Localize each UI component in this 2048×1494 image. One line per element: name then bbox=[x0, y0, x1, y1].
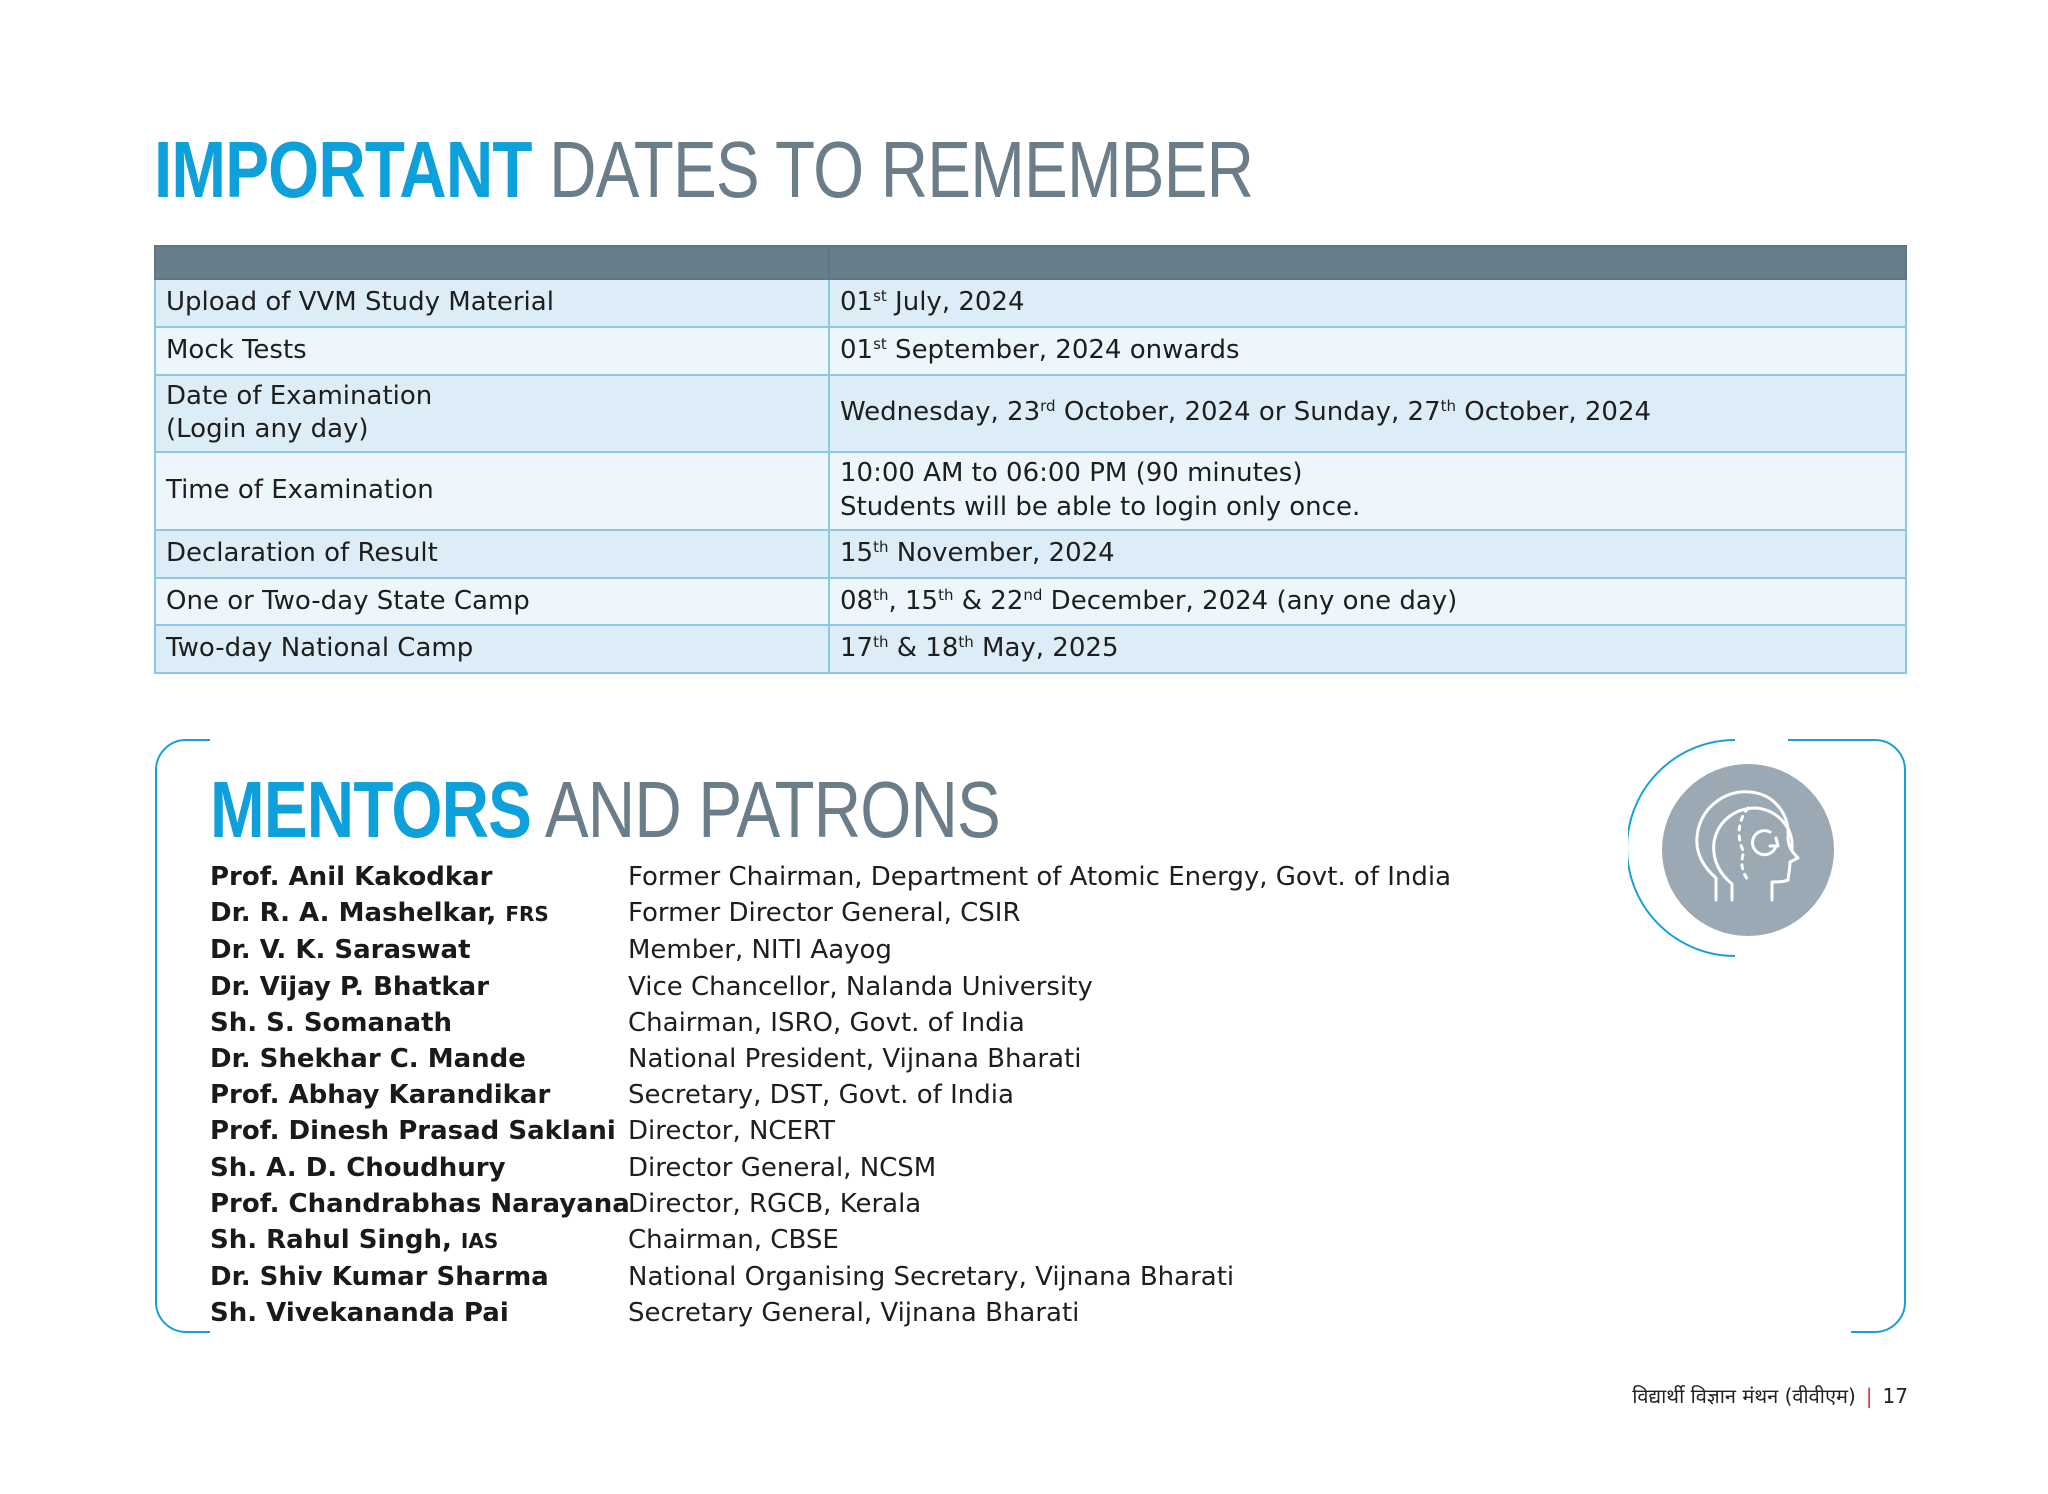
mentor-name bbox=[210, 1186, 628, 1222]
mentor-role: National Organising Secretary, Vijnana Bharati bbox=[628, 1262, 1235, 1293]
ordinal-suffix: st bbox=[873, 334, 887, 353]
mentor-role: Secretary General, Vijnana Bharati bbox=[628, 1298, 1080, 1329]
date-text: & 18 bbox=[888, 633, 959, 664]
event-text: One or Two-day State Camp bbox=[166, 585, 530, 616]
dates-title-rest: DATES TO REMEMBER bbox=[549, 125, 1254, 214]
date-text: 08 bbox=[840, 585, 874, 616]
date-cell bbox=[829, 578, 1906, 626]
date-text: 10:00 AM to 06:00 PM (90 minutes) bbox=[840, 458, 1303, 489]
ordinal-suffix: th bbox=[1440, 397, 1457, 416]
event-cell bbox=[155, 327, 829, 375]
date-cell bbox=[829, 530, 1906, 578]
event-text: Date of Examination bbox=[166, 380, 433, 411]
mentor-name bbox=[210, 1005, 628, 1041]
ordinal-suffix: rd bbox=[1040, 397, 1056, 416]
dates-section-title bbox=[154, 125, 1254, 214]
event-text: Upload of VVM Study Material bbox=[166, 287, 554, 317]
page-footer bbox=[1632, 1382, 1908, 1409]
ordinal-suffix: th bbox=[938, 585, 954, 604]
mentor-name bbox=[210, 859, 628, 895]
date-cell bbox=[829, 279, 1906, 327]
mentor-name-text: Dr. R. A. Mashelkar, bbox=[210, 898, 497, 929]
date-text: Students will be able to login only once. bbox=[840, 491, 1361, 522]
list-item bbox=[210, 1186, 1451, 1222]
event-cell bbox=[155, 452, 829, 530]
mentor-name-text: Prof. Anil Kakodkar bbox=[210, 862, 493, 892]
mentor-name-text: Sh. Vivekananda Pai bbox=[210, 1298, 509, 1329]
important-dates-table bbox=[154, 245, 1907, 674]
head-mind-icon bbox=[1628, 738, 1838, 958]
ordinal-suffix: th bbox=[873, 633, 889, 652]
ordinal-suffix: nd bbox=[1023, 585, 1043, 604]
date-cell bbox=[829, 625, 1906, 673]
list-item bbox=[210, 932, 1451, 968]
mentor-name bbox=[210, 1259, 628, 1295]
date-text: Wednesday, 23 bbox=[840, 397, 1041, 428]
list-item bbox=[210, 895, 1451, 932]
mentor-name bbox=[210, 1222, 628, 1259]
mentors-section-title bbox=[210, 765, 1000, 854]
mentor-name-text: Sh. S. Somanath bbox=[210, 1007, 453, 1038]
mentor-name bbox=[210, 1295, 628, 1331]
date-cell bbox=[829, 375, 1906, 453]
table-row bbox=[155, 279, 1906, 327]
mentor-name-text: Dr. Vijay P. Bhatkar bbox=[210, 971, 490, 1002]
list-item bbox=[210, 859, 1451, 895]
mentor-name bbox=[210, 1113, 628, 1149]
table-row bbox=[155, 578, 1906, 626]
table-row bbox=[155, 375, 1906, 453]
table-row bbox=[155, 625, 1906, 673]
mentor-role: Former Director General, CSIR bbox=[628, 898, 1021, 929]
footer-publication-name: विद्यार्थी विज्ञान मंथन (वीवीएम) bbox=[1632, 1384, 1856, 1408]
mentor-name-text: Sh. A. D. Choudhury bbox=[210, 1152, 506, 1183]
mentors-title-rest: AND PATRONS bbox=[544, 765, 1000, 854]
mentor-list bbox=[210, 859, 1451, 1332]
ordinal-suffix: th bbox=[958, 633, 974, 652]
ordinal-suffix: th bbox=[873, 537, 889, 556]
list-item bbox=[210, 1259, 1451, 1295]
mentor-role: Director, NCERT bbox=[628, 1116, 836, 1147]
event-text: Declaration of Result bbox=[166, 537, 438, 568]
mentor-role: Director General, NCSM bbox=[628, 1152, 937, 1183]
date-text: September, 2024 onwards bbox=[886, 334, 1240, 365]
ordinal-suffix: th bbox=[873, 585, 889, 604]
date-text: 17 bbox=[840, 633, 874, 664]
date-text: July, 2024 bbox=[886, 287, 1025, 317]
ordinal-suffix: st bbox=[873, 287, 887, 305]
mentor-role: Former Chairman, Department of Atomic Energy, Govt. of India bbox=[628, 862, 1452, 892]
date-text: 01 bbox=[840, 334, 874, 365]
event-cell bbox=[155, 578, 829, 626]
event-cell bbox=[155, 625, 829, 673]
event-text: Time of Examination bbox=[166, 475, 434, 506]
table-row bbox=[155, 327, 1906, 375]
mentor-name-text: Prof. Abhay Karandikar bbox=[210, 1080, 551, 1111]
event-text: Mock Tests bbox=[166, 334, 307, 365]
mentor-role: Chairman, ISRO, Govt. of India bbox=[628, 1007, 1025, 1038]
mentor-role: Chairman, CBSE bbox=[628, 1225, 839, 1256]
page-number: 17 bbox=[1882, 1384, 1908, 1408]
date-cell bbox=[829, 327, 1906, 375]
date-text: , 15 bbox=[888, 585, 939, 616]
table-header-row bbox=[155, 246, 1906, 279]
mentor-role: National President, Vijnana Bharati bbox=[628, 1044, 1082, 1075]
mentor-name-text: Sh. Rahul Singh, bbox=[210, 1225, 452, 1256]
mentor-name bbox=[210, 932, 628, 968]
mentors-title-bold: MENTORS bbox=[210, 765, 532, 854]
event-cell bbox=[155, 375, 829, 453]
date-cell bbox=[829, 452, 1906, 530]
date-text: & 22 bbox=[953, 585, 1024, 616]
event-text: Two-day National Camp bbox=[166, 633, 474, 664]
list-item bbox=[210, 1041, 1451, 1077]
table-row bbox=[155, 452, 1906, 530]
date-text: 15 bbox=[840, 537, 874, 568]
event-cell bbox=[155, 530, 829, 578]
mentor-role: Member, NITI Aayog bbox=[628, 935, 892, 966]
mentor-role: Vice Chancellor, Nalanda University bbox=[628, 971, 1093, 1002]
event-text: (Login any day) bbox=[166, 414, 369, 445]
list-item bbox=[210, 1295, 1451, 1331]
mentor-name bbox=[210, 1041, 628, 1077]
mentor-name bbox=[210, 895, 628, 932]
list-item bbox=[210, 1005, 1451, 1041]
mentor-name bbox=[210, 969, 628, 1005]
list-item bbox=[210, 1150, 1451, 1186]
date-text: October, 2024 bbox=[1456, 397, 1652, 428]
mentor-name-text: Dr. Shiv Kumar Sharma bbox=[210, 1262, 549, 1293]
mentor-name-text: Dr. V. K. Saraswat bbox=[210, 935, 471, 966]
event-cell bbox=[155, 279, 829, 327]
mentor-honorific: FRS bbox=[505, 902, 549, 927]
list-item bbox=[210, 1077, 1451, 1113]
mentor-name-text: Prof. Chandrabhas Narayana bbox=[210, 1188, 630, 1219]
list-item bbox=[210, 969, 1451, 1005]
date-text: October, 2024 or Sunday, 27 bbox=[1055, 397, 1441, 428]
date-text: November, 2024 bbox=[888, 537, 1115, 568]
date-text: May, 2025 bbox=[973, 633, 1119, 664]
table-row bbox=[155, 530, 1906, 578]
mentor-name bbox=[210, 1077, 628, 1113]
list-item bbox=[210, 1222, 1451, 1259]
date-text: December, 2024 (any one day) bbox=[1042, 585, 1458, 616]
dates-title-bold: IMPORTANT bbox=[154, 125, 532, 214]
footer-separator: | bbox=[1865, 1384, 1873, 1408]
mentor-role: Director, RGCB, Kerala bbox=[628, 1188, 922, 1219]
mentor-role: Secretary, DST, Govt. of India bbox=[628, 1080, 1014, 1111]
date-text: 01 bbox=[840, 287, 874, 317]
mentor-name-text: Prof. Dinesh Prasad Saklani bbox=[210, 1116, 616, 1147]
list-item bbox=[210, 1113, 1451, 1149]
mentor-name-text: Dr. Shekhar C. Mande bbox=[210, 1044, 526, 1075]
mentor-honorific: IAS bbox=[460, 1229, 499, 1254]
mentor-name bbox=[210, 1150, 628, 1186]
